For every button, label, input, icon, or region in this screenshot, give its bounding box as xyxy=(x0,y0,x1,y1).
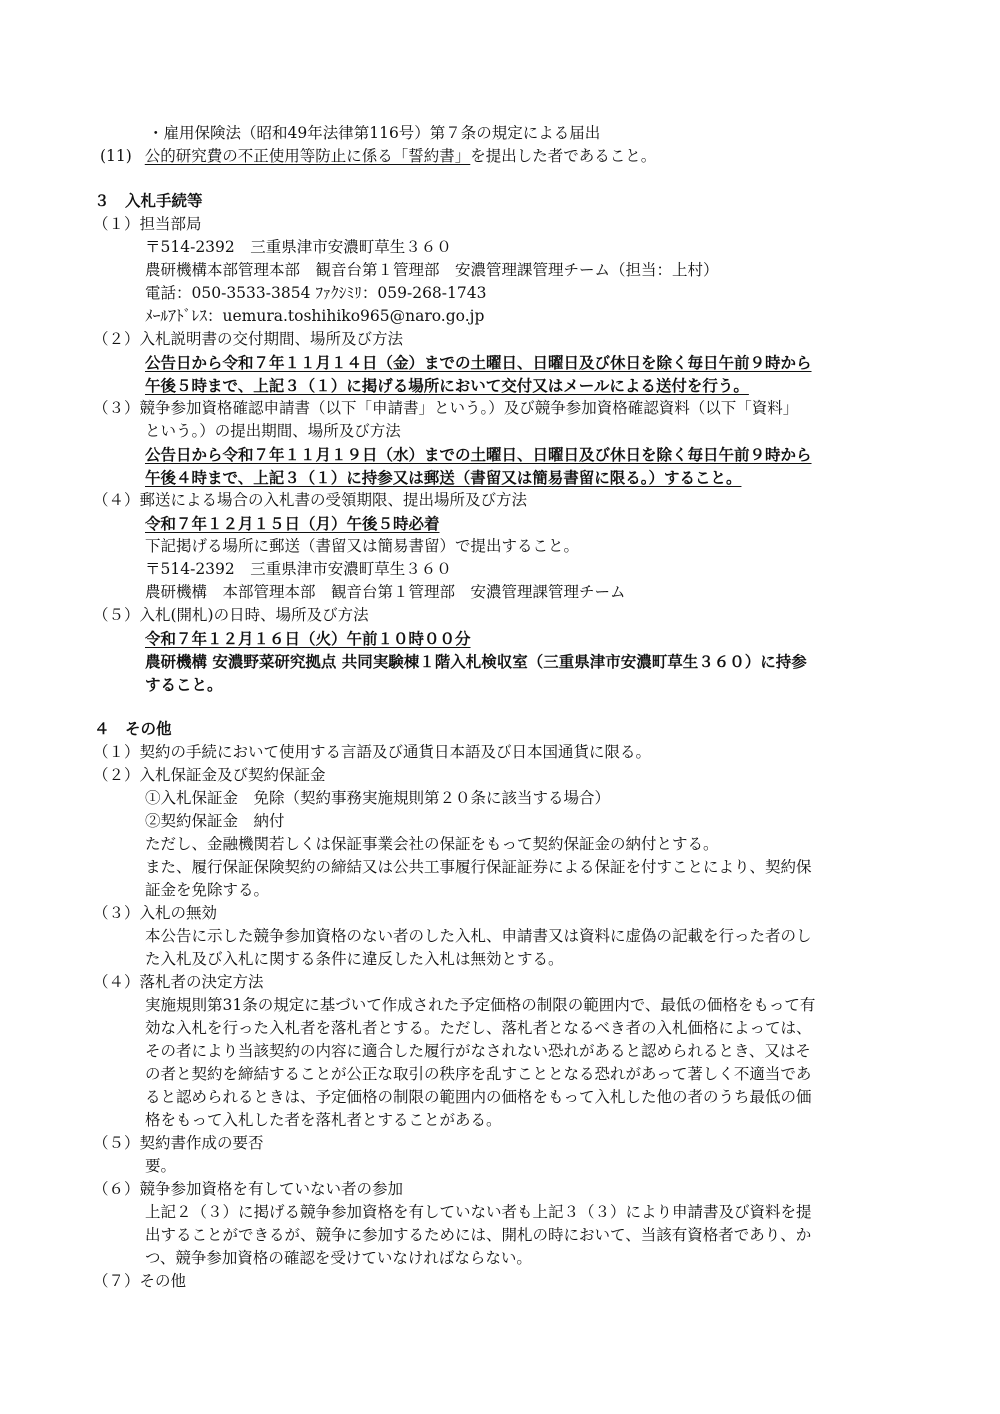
prev-item-11-underlined: 公的研究費の不正使用等防止に係る「誓約書」 xyxy=(144,147,471,165)
s3-item-5-place-line1: 農研機構 安濃野菜研究拠点 共同実験棟１階入札検収室（三重県津市安濃町草生３６０）に持参 xyxy=(145,652,807,671)
section-4-heading: ４ その他 xyxy=(94,720,172,738)
s3-item-2-period-line1: 公告日から令和７年１１月１４日（金）までの土曜日、日曜日及び休日を除く毎日午前９時から xyxy=(145,353,812,372)
s4-item-6-heading: （６）競争参加資格を有していない者の参加 xyxy=(93,1180,404,1198)
s4-item-4-text-line4: の者と契約を締結することが公正な取引の秩序を乱すこととなる恐れがあって著しく不適当であ xyxy=(145,1065,812,1083)
prev-item-11-number: (11) xyxy=(100,147,132,165)
s3-item-4-department: 農研機構 本部管理本部 観音台第１管理部 安濃管理課管理チーム xyxy=(145,583,626,601)
s4-item-5-heading: （５）契約書作成の要否 xyxy=(93,1134,264,1152)
s3-item-3-heading-line2: という。）の提出期間、場所及び方法 xyxy=(145,422,401,440)
s3-item-5-datetime: 令和７年１２月１６日（火）午前１０時００分 xyxy=(145,629,471,648)
s4-item-4-text-line3: その者により当該契約の内容に適合した履行がなされない恐れがあると認められるとき、又はそ xyxy=(145,1042,811,1060)
s3-item-4-deadline: 令和７年１２月１５日（月）午後５時必着 xyxy=(145,514,440,533)
prev-item-11-rest: を提出した者であること。 xyxy=(470,147,657,165)
s3-item-2-heading: （２）入札説明書の交付期間、場所及び方法 xyxy=(93,330,404,348)
s3-item-1-heading: （１）担当部局 xyxy=(93,215,202,233)
section-3-heading: ３ 入札手続等 xyxy=(94,192,203,210)
s4-item-4-text-line5: ると認められるときは、予定価格の制限の範囲内の価格をもって入札した他の者のうち最低の価 xyxy=(145,1088,812,1106)
s4-item-2-note-line1: ただし、金融機関若しくは保証事業会社の保証をもって契約保証金の納付とする。 xyxy=(145,835,719,853)
s4-item-2-heading: （２）入札保証金及び契約保証金 xyxy=(93,766,326,784)
prev-list-line: ・雇用保険法（昭和49年法律第116号）第７条の規定による届出 xyxy=(148,124,601,142)
s3-item-1-address: 〒514-2392 三重県津市安濃町草生３６０ xyxy=(145,238,452,256)
s4-item-6-text-line1: 上記２（３）に掲げる競争参加資格を有していない者も上記３（３）により申請書及び資料を提 xyxy=(145,1203,812,1221)
s3-item-4-method: 下記掲げる場所に郵送（書留又は簡易書留）で提出すること。 xyxy=(145,537,580,555)
s4-item-4-text-line2: 効な入札を行った入札者を落札者とする。ただし、落札者となるべき者の入札価格によっては、 xyxy=(145,1019,812,1037)
s4-item-6-text-line2: 出することができるが、競争に参加するためには、開札の時において、当該有資格者であり、か xyxy=(145,1226,812,1244)
s4-item-2-note-line2: また、履行保証保険契約の締結又は公共工事履行保証証券による保証を付すことにより、契約保 xyxy=(145,858,812,876)
s4-item-4-heading: （４）落札者の決定方法 xyxy=(93,973,264,991)
s3-item-5-heading: （５）入札(開札)の日時、場所及び方法 xyxy=(93,606,369,624)
s4-item-5-text: 要。 xyxy=(145,1157,177,1175)
s4-item-7-heading: （７）その他 xyxy=(93,1272,187,1290)
s3-item-1-email: ﾒｰﾙｱﾄﾞﾚｽ：uemura.toshihiko965@naro.go.jp xyxy=(145,307,485,325)
s4-item-3-text-line1: 本公告に示した競争参加資格のない者のした入札、申請書又は資料に虚偽の記載を行った者のし xyxy=(145,927,812,945)
s3-item-4-address: 〒514-2392 三重県津市安濃町草生３６０ xyxy=(145,560,452,578)
s3-item-1-department: 農研機構本部管理本部 観音台第１管理部 安濃管理課管理チーム（担当：上村） xyxy=(145,261,719,279)
s4-item-6-text-line3: つ、競争参加資格の確認を受けていなければならない。 xyxy=(145,1249,532,1267)
s4-item-2-contract-deposit: ②契約保証金 納付 xyxy=(145,812,285,830)
s3-item-2-period-line2: 午後５時まで、上記３（１）に掲げる場所において交付又はメールによる送付を行う。 xyxy=(145,376,749,395)
s4-item-4-text-line6: 格をもって入札した者を落札者とすることがある。 xyxy=(145,1111,502,1129)
s4-item-3-heading: （３）入札の無効 xyxy=(93,904,218,922)
s4-item-2-bid-deposit: ①入札保証金 免除（契約事務実施規則第２０条に該当する場合） xyxy=(145,789,611,807)
s3-item-3-period-line1: 公告日から令和７年１１月１９日（水）までの土曜日、日曜日及び休日を除く毎日午前９時から xyxy=(145,445,812,464)
s4-item-1: （１）契約の手続において使用する言語及び通貨日本語及び日本国通貨に限る。 xyxy=(93,743,652,761)
s4-item-3-text-line2: た入札及び入札に関する条件に違反した入札は無効とする。 xyxy=(145,950,564,968)
s3-item-5-place-line2: すること。 xyxy=(145,675,223,694)
prev-item-11 xyxy=(100,145,656,168)
s4-item-2-note-line3: 証金を免除する。 xyxy=(145,881,270,899)
s3-item-1-phone-fax: 電話：050-3533-3854 ﾌｧｸｼﾐﾘ：059-268-1743 xyxy=(145,284,487,302)
s3-item-3-period-line2: 午後４時まで、上記３（１）に持参又は郵送（書留又は簡易書留に限る。）すること。 xyxy=(145,468,742,487)
s4-item-4-text-line1: 実施規則第31条の規定に基づいて作成された予定価格の制限の範囲内で、最低の価格をもって有 xyxy=(145,996,816,1014)
s3-item-3-heading-line1: （３）競争参加資格確認申請書（以下「申請書」という。）及び競争参加資格確認資料（以下「資料」 xyxy=(93,399,799,417)
s3-item-4-heading: （４）郵送による場合の入札書の受領期限、提出場所及び方法 xyxy=(93,491,528,509)
